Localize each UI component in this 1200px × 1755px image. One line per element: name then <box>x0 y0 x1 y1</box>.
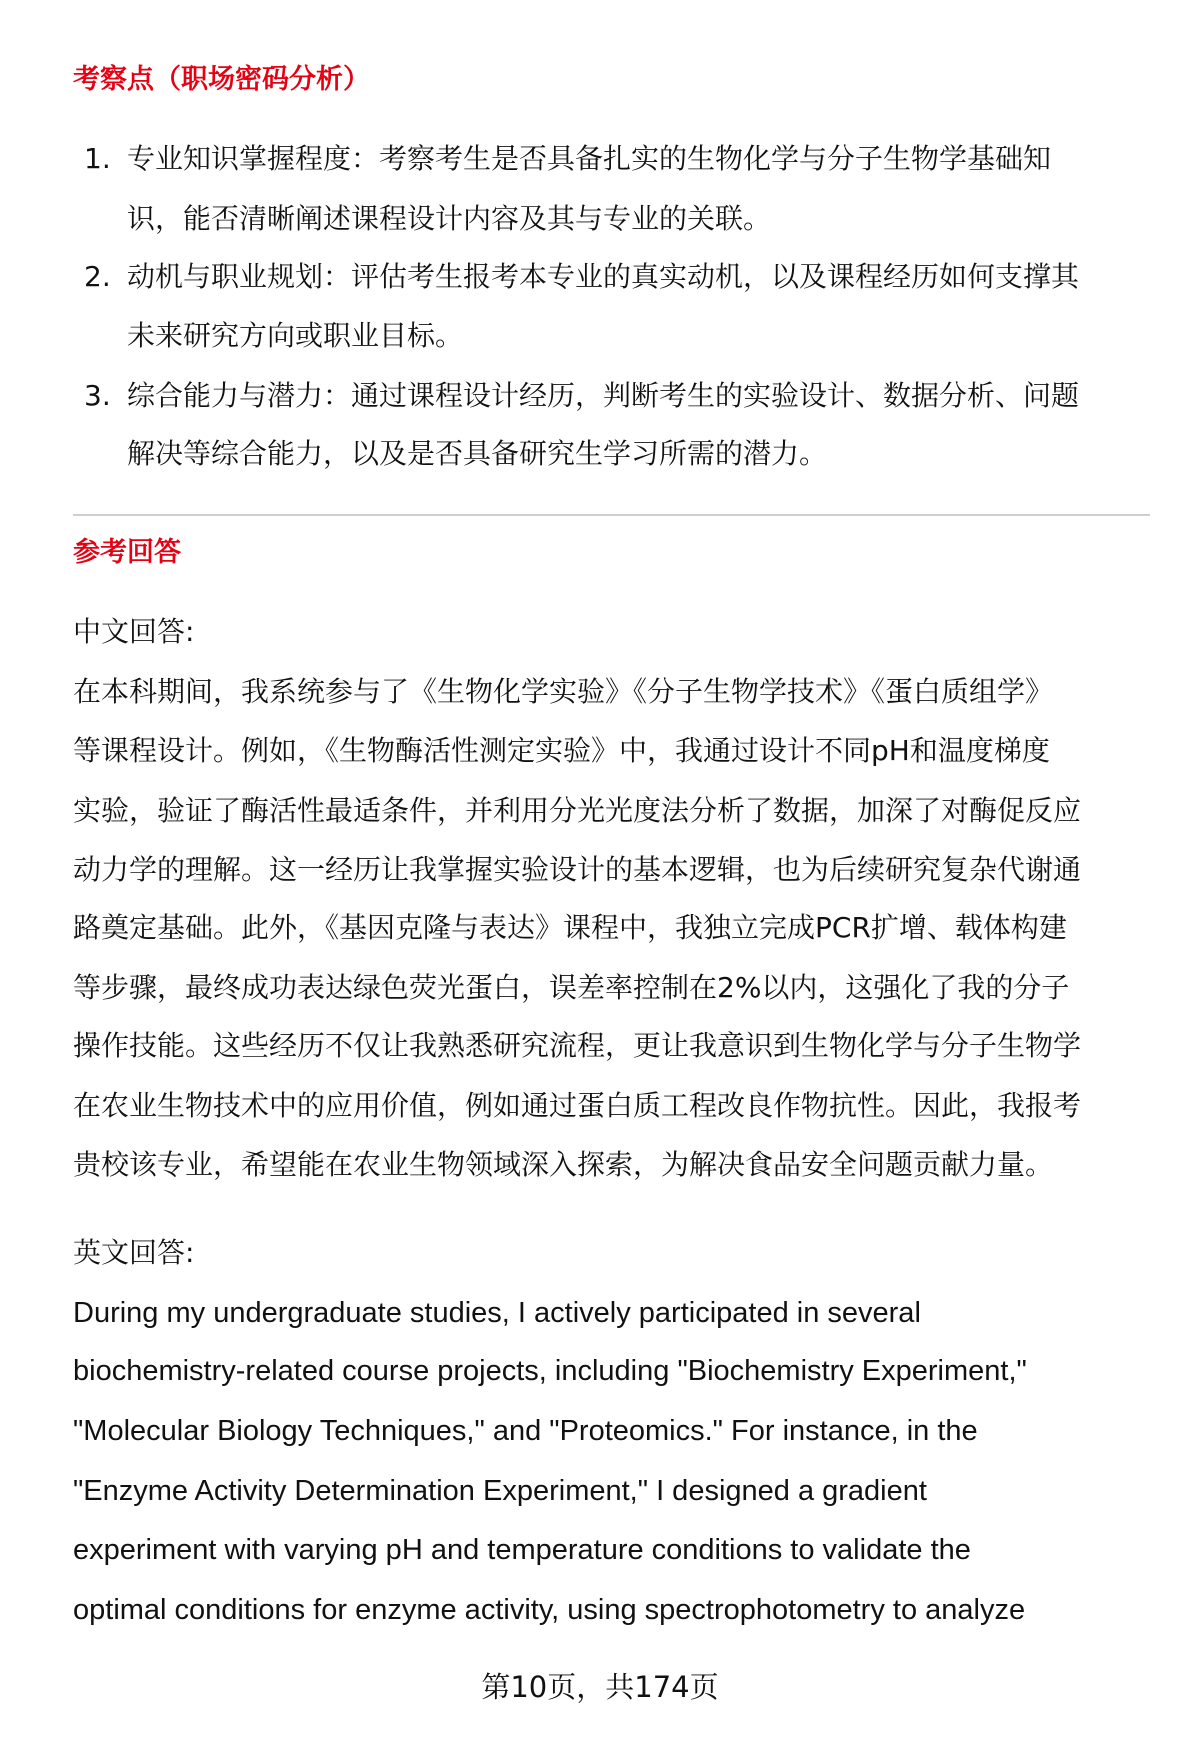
paragraph-line: 操作技能。这些经历不仅让我熟悉研究流程，更让我意识到生物化学与分子生物学 <box>73 1029 1082 1062</box>
paragraph-line: 等课程设计。例如，《生物酶活性测定实验》中，我通过设计不同pH和温度梯度 <box>73 734 1050 767</box>
list-number: 3. <box>84 379 111 412</box>
paragraph-line: During my undergraduate studies, I actively participated in several <box>73 1297 921 1329</box>
paragraph-line: biochemistry-related course projects, including "Biochemistry Experiment," <box>73 1355 1027 1387</box>
chinese-answer-label: 中文回答: <box>73 615 195 648</box>
paragraph-line: 等步骤，最终成功表达绿色荧光蛋白，误差率控制在2%以内，这强化了我的分子 <box>73 971 1070 1004</box>
list-number: 2. <box>84 260 111 293</box>
list-number: 1. <box>84 142 111 175</box>
paragraph-line: 在本科期间，我系统参与了《生物化学实验》《分子生物学技术》《蛋白质组学》 <box>73 675 1054 708</box>
paragraph-line: 在农业生物技术中的应用价值，例如通过蛋白质工程改良作物抗性。因此，我报考 <box>73 1089 1082 1122</box>
paragraph-line: optimal conditions for enzyme activity, using spectrophotometry to analyze <box>73 1594 1026 1626</box>
paragraph-line: "Molecular Biology Techniques," and "Proteomics." For instance, in the <box>73 1415 978 1447</box>
list-item-line: 识，能否清晰阐述课程设计内容及其与专业的关联。 <box>127 202 772 235</box>
paragraph-line: 路奠定基础。此外，《基因克隆与表达》课程中，我独立完成PCR扩增、载体构建 <box>73 911 1067 944</box>
list-item-line: 综合能力与潜力：通过课程设计经历，判断考生的实验设计、数据分析、问题 <box>127 379 1080 412</box>
english-answer-label: 英文回答: <box>73 1236 195 1269</box>
list-item-line: 未来研究方向或职业目标。 <box>127 319 464 352</box>
list-item-line: 动机与职业规划：评估考生报考本专业的真实动机，以及课程经历如何支撑其 <box>127 260 1080 293</box>
list-item-line: 专业知识掌握程度：考察考生是否具备扎实的生物化学与分子生物学基础知 <box>127 142 1052 175</box>
paragraph-line: 动力学的理解。这一经历让我掌握实验设计的基本逻辑，也为后续研究复杂代谢通 <box>73 853 1082 886</box>
paragraph-line: experiment with varying pH and temperature conditions to validate the <box>73 1534 971 1566</box>
page-number: 第10页，共174页 <box>481 1670 719 1704</box>
paragraph-line: 贵校该专业，希望能在农业生物领域深入探索，为解决食品安全问题贡献力量。 <box>73 1148 1054 1181</box>
paragraph-line: "Enzyme Activity Determination Experiment," I designed a gradient <box>73 1475 927 1507</box>
section-heading-exam-points: 考察点（职场密码分析） <box>73 64 370 95</box>
list-item-line: 解决等综合能力，以及是否具备研究生学习所需的潜力。 <box>127 437 828 470</box>
section-heading-reference-answer: 参考回答 <box>73 537 181 568</box>
paragraph-line: 实验，验证了酶活性最适条件，并利用分光光度法分析了数据，加深了对酶促反应 <box>73 794 1082 827</box>
section-divider <box>73 514 1150 516</box>
